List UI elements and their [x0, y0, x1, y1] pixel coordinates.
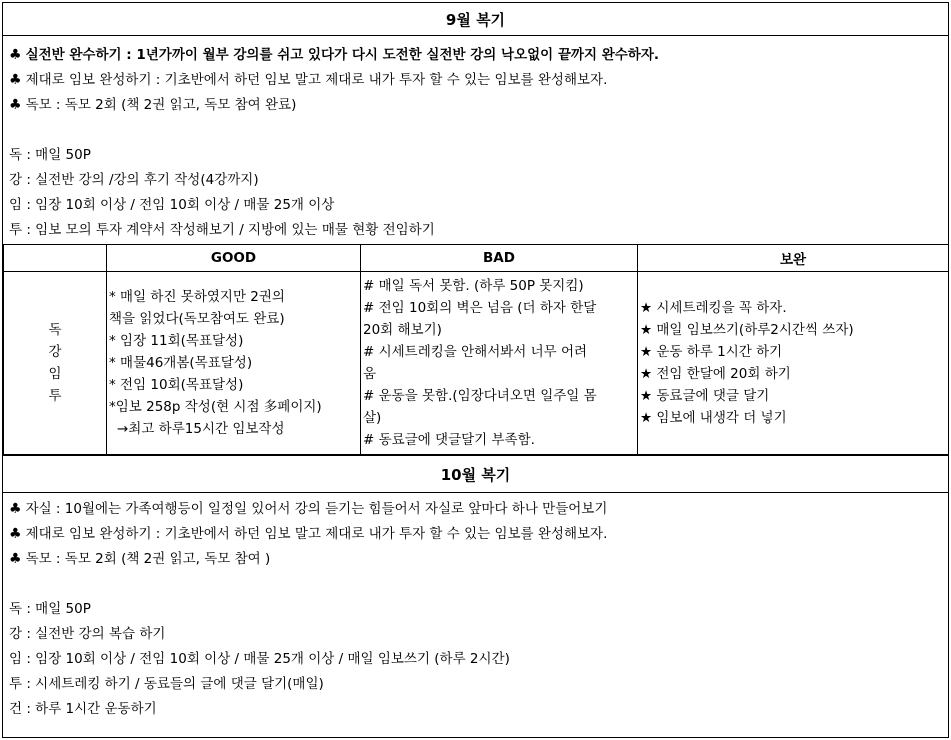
club-bullet-icon: ♣: [9, 97, 22, 113]
bad-item: # 시세트레킹을 안해서봐서 너무 어려: [363, 344, 588, 360]
october-plan: 건 : 하루 1시간 운동하기: [9, 701, 157, 717]
good-item: →최고 하루15시간 임보작성: [117, 421, 285, 437]
good-item: * 매물46개봄(목표달성): [109, 355, 253, 371]
improve-cell: [638, 272, 949, 455]
bad-item: 움: [363, 366, 377, 382]
improve-item: ★ 임보에 내생각 더 넣기: [640, 410, 787, 426]
good-item: * 매일 하진 못하였지만 2권의: [109, 289, 285, 305]
september-plan: 강 : 실전반 강의 /강의 후기 작성(4강까지): [9, 172, 259, 188]
club-bullet-icon: ♣: [9, 501, 22, 517]
september-plan: 임 : 임장 10회 이상 / 전임 10회 이상 / 매물 25개 이상: [9, 197, 335, 213]
october-goal: ♣ 자실 : 10월에는 가족여행등이 일정일 있어서 강의 듣기는 힘들어서 자실로 앞마다 하나 만들어보기: [9, 501, 608, 517]
good-header: GOOD: [107, 245, 361, 272]
good-item: * 전임 10회(목표달성): [109, 377, 244, 393]
bad-item: # 매일 독서 못함. (하루 50P 못지킴): [363, 278, 584, 294]
bad-cell: [361, 272, 638, 455]
review-corner-cell: [4, 245, 107, 272]
october-title: 10월 복기: [3, 455, 948, 493]
september-goal: ♣ 실전반 완수하기 : 1년가까이 월부 강의를 쉬고 있다가 다시 도전한 실전반 강의 낙오없이 끝까지 완수하자.: [9, 47, 660, 63]
september-goal: ♣ 독모 : 독모 2회 (책 2권 읽고, 독모 참여 완료): [9, 97, 297, 113]
september-plan: 독 : 매일 50P: [9, 147, 91, 163]
october-section: [3, 492, 948, 722]
october-goal: ♣ 독모 : 독모 2회 (책 2권 읽고, 독모 참여 ): [9, 551, 271, 567]
good-item: * 임장 11회(목표달성): [109, 333, 244, 349]
bad-item: # 전임 10회의 벽은 넘음 (더 하자 한달: [363, 300, 597, 316]
bad-header: BAD: [361, 245, 638, 272]
club-bullet-icon: ♣: [9, 551, 22, 567]
september-plan: 투 : 임보 모의 투자 계약서 작성해보기 / 지방에 있는 매물 현황 전임하기: [9, 222, 435, 238]
good-item: *임보 258p 작성(현 시점 多페이지): [109, 399, 322, 415]
improve-item: ★ 동료글에 댓글 달기: [640, 388, 770, 404]
side-label: 독 강 임 투: [4, 272, 107, 455]
september-section: [3, 36, 948, 245]
bad-item: # 동료글에 댓글달기 부족함.: [363, 432, 535, 448]
club-bullet-icon: ♣: [9, 47, 22, 63]
club-bullet-icon: ♣: [9, 526, 22, 542]
bad-item: 20회 해보기): [363, 322, 442, 338]
improve-item: ★ 시세트레킹을 꼭 하자.: [640, 300, 787, 316]
bad-item: # 운동을 못함.(임장다녀오면 일주일 몸: [363, 388, 597, 404]
good-cell: [107, 272, 361, 455]
october-plan: 임 : 임장 10회 이상 / 전임 10회 이상 / 매물 25개 이상 / 매일 임보쓰기 (하루 2시간): [9, 651, 510, 667]
improve-header: 보완: [638, 245, 949, 272]
october-plan: 투 : 시세트레킹 하기 / 동료들의 글에 댓글 달기(매일): [9, 676, 324, 692]
club-bullet-icon: ♣: [9, 72, 22, 88]
improve-item: ★ 운동 하루 1시간 하기: [640, 344, 783, 360]
good-item: 책을 읽었다(독모참여도 완료): [109, 311, 285, 327]
september-goal: ♣ 제대로 임보 완성하기 : 기초반에서 하던 임보 말고 제대로 내가 투자 할 수 있는 임보를 완성해보자.: [9, 72, 608, 88]
review-table: [3, 244, 949, 455]
improve-item: ★ 전임 한달에 20회 하기: [640, 366, 791, 382]
october-plan: 독 : 매일 50P: [9, 601, 91, 617]
bad-item: 살): [363, 410, 382, 426]
october-plan: 강 : 실전반 강의 복습 하기: [9, 626, 166, 642]
september-title: 9월 복기: [3, 3, 948, 36]
october-goal: ♣ 제대로 임보 완성하기 : 기초반에서 하던 임보 말고 제대로 내가 투자 할 수 있는 임보를 완성해보자.: [9, 526, 608, 542]
review-document: [2, 2, 949, 738]
improve-item: ★ 매일 임보쓰기(하루2시간씩 쓰자): [640, 322, 854, 338]
